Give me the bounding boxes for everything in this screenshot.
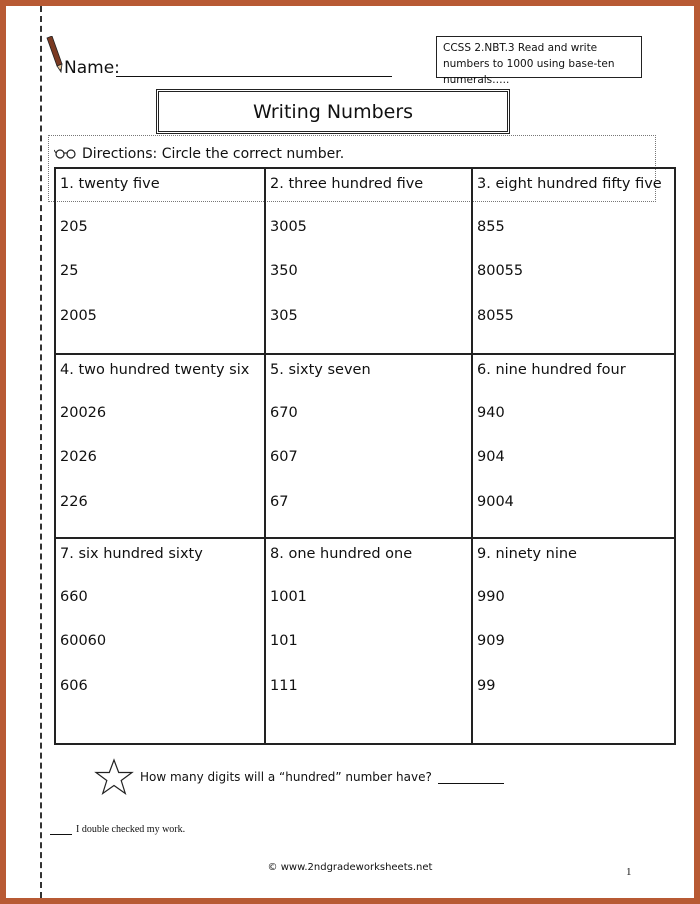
question-label: 7. six hundred sixty: [60, 546, 203, 562]
answer-option[interactable]: 904: [477, 449, 505, 465]
dashed-margin-line: [40, 6, 42, 898]
question-cell: [471, 353, 674, 537]
worksheet-page: [6, 6, 694, 898]
copyright: © www.2ndgradeworksheets.net: [267, 862, 433, 873]
question-label: 4. two hundred twenty six: [60, 362, 250, 378]
answer-option[interactable]: 855: [477, 219, 505, 235]
question-label: 6. nine hundred four: [477, 362, 626, 378]
directions: [54, 146, 344, 162]
answer-option[interactable]: 1001: [270, 589, 307, 605]
star-icon: [94, 758, 134, 796]
question-cell: [471, 169, 674, 353]
answer-option[interactable]: 909: [477, 633, 505, 649]
question-cell: [471, 537, 674, 743]
question-cell: [264, 353, 471, 537]
worksheet-title: Writing Numbers: [156, 89, 510, 134]
bonus-answer-line[interactable]: [438, 771, 504, 784]
question-label: 5. sixty seven: [270, 362, 371, 378]
question-cell: [264, 169, 471, 353]
question-cell: [56, 169, 264, 353]
answer-option[interactable]: 8055: [477, 308, 514, 324]
answer-option[interactable]: 670: [270, 405, 298, 421]
question-grid: [54, 167, 676, 745]
answer-option[interactable]: 9004: [477, 494, 514, 510]
self-check-blank[interactable]: [50, 824, 72, 835]
answer-option[interactable]: 607: [270, 449, 298, 465]
answer-option[interactable]: 2026: [60, 449, 97, 465]
bonus-question-text: How many digits will a “hundred” number have?: [140, 770, 432, 784]
name-label: Name:: [64, 58, 120, 78]
self-check-text: I double checked my work.: [76, 824, 186, 835]
question-label: 3. eight hundred fifty five: [477, 176, 662, 192]
answer-option[interactable]: 67: [270, 494, 289, 510]
standard-box: CCSS 2.NBT.3 Read and write numbers to 1000 using base-ten numerals…..: [436, 36, 642, 78]
glasses-icon: [54, 148, 78, 160]
bonus-question: [94, 758, 504, 796]
answer-option[interactable]: 606: [60, 678, 88, 694]
answer-option[interactable]: 940: [477, 405, 505, 421]
answer-option[interactable]: 660: [60, 589, 88, 605]
directions-text: Directions: Circle the correct number.: [82, 146, 345, 162]
question-label: 1. twenty five: [60, 176, 160, 192]
answer-option[interactable]: 80055: [477, 263, 524, 279]
answer-option[interactable]: 305: [270, 308, 298, 324]
answer-option[interactable]: 20026: [60, 405, 107, 421]
self-check: [50, 824, 185, 835]
answer-option[interactable]: 111: [270, 678, 298, 694]
question-cell: [56, 537, 264, 743]
answer-option[interactable]: 990: [477, 589, 505, 605]
answer-option[interactable]: 101: [270, 633, 298, 649]
answer-option[interactable]: 226: [60, 494, 88, 510]
page-number: 1: [626, 866, 632, 878]
answer-option[interactable]: 2005: [60, 308, 97, 324]
question-cell: [56, 353, 264, 537]
question-label: 9. ninety nine: [477, 546, 577, 562]
answer-option[interactable]: 60060: [60, 633, 107, 649]
answer-option[interactable]: 3005: [270, 219, 307, 235]
question-cell: [264, 537, 471, 743]
question-label: 2. three hundred five: [270, 176, 424, 192]
name-input-line[interactable]: [116, 76, 392, 77]
answer-option[interactable]: 25: [60, 263, 79, 279]
answer-option[interactable]: 205: [60, 219, 88, 235]
answer-option[interactable]: 350: [270, 263, 298, 279]
answer-option[interactable]: 99: [477, 678, 496, 694]
pencil-icon: [44, 36, 66, 76]
question-label: 8. one hundred one: [270, 546, 413, 562]
